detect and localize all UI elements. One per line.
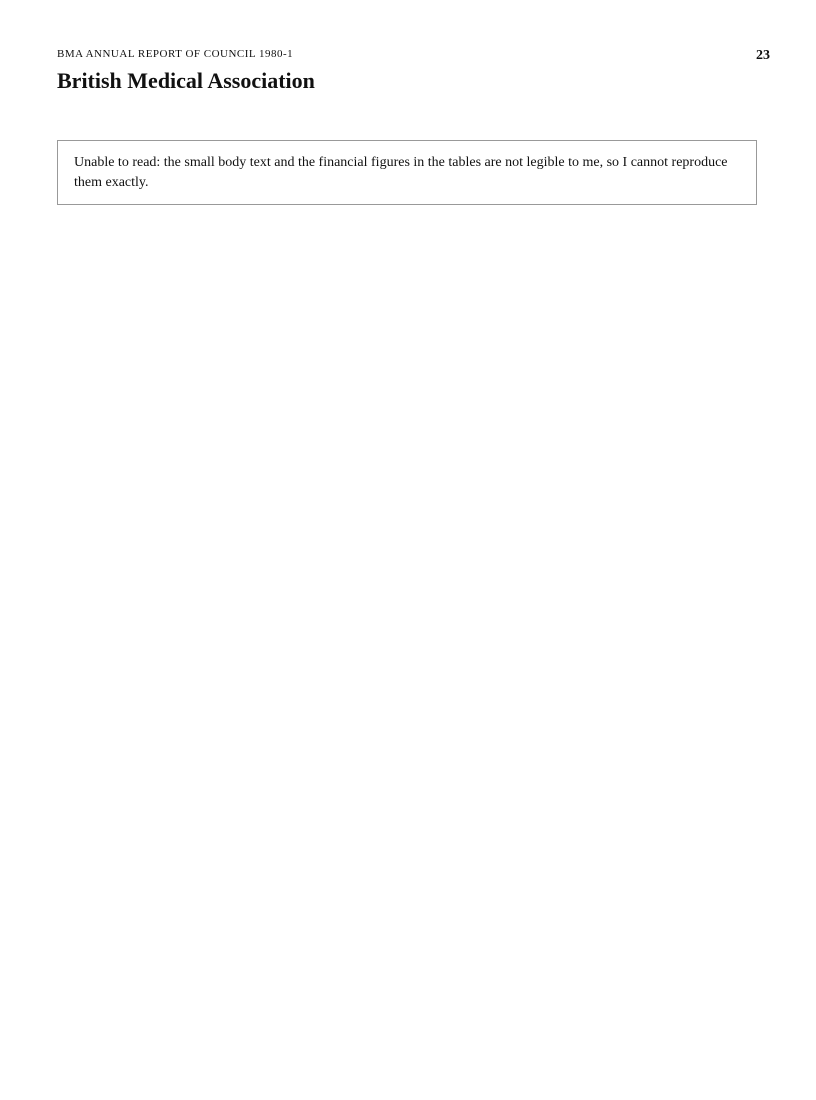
running-head: BMA ANNUAL REPORT OF COUNCIL 1980-1 [57,48,294,60]
transcription-notice: Unable to read: the small body text and the financial figures in the tables are not legible to me, so I cannot reproduce them exactly. [57,140,757,205]
page-number: 23 [756,48,770,63]
page-title: British Medical Association [57,68,315,93]
